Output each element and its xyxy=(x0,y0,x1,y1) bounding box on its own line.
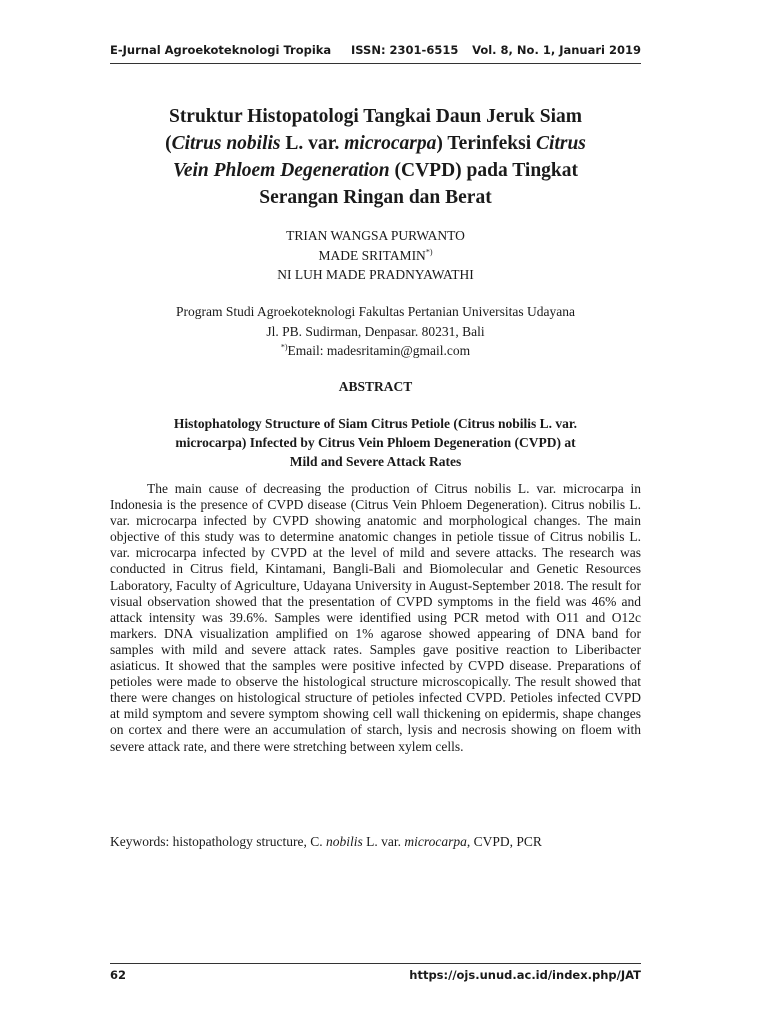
volume-info: Vol. 8, No. 1, Januari 2019 xyxy=(472,43,641,57)
title-line-2: (Citrus nobilis L. var. microcarpa) Terinfeksi Citrus xyxy=(165,133,586,154)
issn: ISSN: 2301-6515 xyxy=(351,43,459,57)
keywords: Keywords: histopathology structure, C. nobilis L. var. microcarpa, CVPD, PCR xyxy=(110,834,542,849)
abstract-body: The main cause of decreasing the production of Citrus nobilis L. var. microcarpa in Indonesia is the presence of CVPD disease (Citrus Vein Phloem Degeneration). Citrus nobilis L. var. microcarpa infected by CVPD showing anatomic and morphological changes. The main objective of this study was to determine anatomic changes in petiole tissue of Citrus nobilis L. var. microcarpa infected by CVPD at the level of mild and severe attacks. The research was conducted in Citrus field, Kintamani, Bangli-Bali and Biomolecular and Genetic Resources Laboratory, Faculty of Agriculture, Udayana University in August-September 2018. The result for visual observation showed that the presentation of CVPD symptoms in the field was 46% and attack intensity was 39.6%. Samples were identified using PCR metod with O11 and O12c markers. DNA visualization amplified on 1% agarose showed appearing of DNA band for samples with mild and severe attack rates. Samples gave positive reaction to Liberibacter asiaticus. It showed that the samples were positive infected by CVPD disease. Preparations of petioles were made to observe the histological structure microscopically. The result showed that there were changes on histological structure of petioles infected CVPD. Petioles infected CVPD at mild symptom and severe symptom showing cell wall thickening on epidermis, shape changes on cortex and there were an accumulation of starch, lysis and necrosis showing on floem with severe attack rate, and there were stretching between xylem cells. xyxy=(110,481,641,754)
title-line-4: Serangan Ringan dan Berat xyxy=(259,187,492,208)
affiliation-line-1: Program Studi Agroekoteknologi Fakultas Pertanian Universitas Udayana xyxy=(176,304,575,319)
running-header xyxy=(110,43,641,64)
affiliation xyxy=(110,302,641,361)
abstract-heading: ABSTRACT xyxy=(338,379,413,394)
author-2: MADE SRITAMIN*) xyxy=(318,247,433,263)
corresponding-mark: *) xyxy=(425,247,433,256)
author-3: NI LUH MADE PRADNYAWATHI xyxy=(277,267,474,282)
title-line-1: Struktur Histopatologi Tangkai Daun Jeruk Siam xyxy=(168,106,583,127)
email-line: *)Email: madesritamin@gmail.com xyxy=(280,342,471,358)
paper-title xyxy=(110,103,641,211)
english-title: Histophatology Structure of Siam Citrus Petiole (Citrus nobilis L. var. microcarpa) Infected by Citrus Vein Phloem Degeneration (CVPD) at Mild and Severe Attack Rates xyxy=(173,416,578,469)
journal-url[interactable]: https://ojs.unud.ac.id/index.php/JAT xyxy=(409,968,641,982)
journal-name: E-Jurnal Agroekoteknologi Tropika xyxy=(110,43,332,57)
email: Email: madesritamin@gmail.com xyxy=(287,343,471,358)
author-1: TRIAN WANGSA PURWANTO xyxy=(286,228,465,243)
title-line-3: Vein Phloem Degeneration (CVPD) pada Tingkat xyxy=(172,160,579,181)
affiliation-line-2: Jl. PB. Sudirman, Denpasar. 80231, Bali xyxy=(266,323,485,339)
author-list xyxy=(110,226,641,285)
page-footer xyxy=(110,963,641,984)
page-number: 62 xyxy=(110,968,127,982)
